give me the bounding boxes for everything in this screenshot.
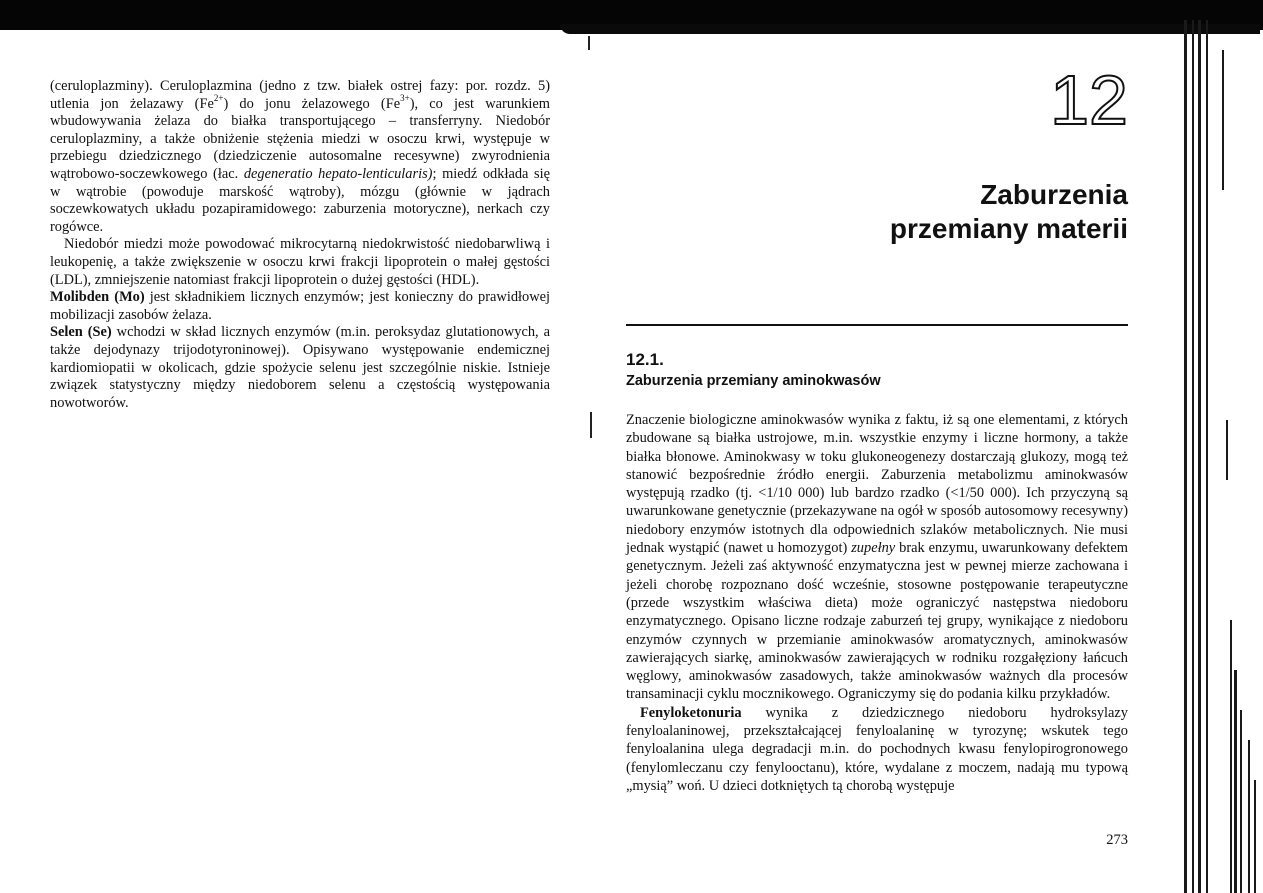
text-run: (ceruloplazminy). Ceruloplazmina (jedno z tzw. białek ostrej fazy: por. rozdz. 5) utlenia jon żelazawy (Fe — [50, 78, 550, 112]
section-title: Zaburzenia przemiany aminokwasów — [626, 373, 881, 389]
text-run: wynika z dziedzicznego niedoboru hydroksylazy fenyloalaninowej, przekształcającej fenyloalaninę w tyrozynę; wskutek tego fenyloalanina ulega degradacji m.in. do pochodnych kwasu fenylopirogronowego (fenylomleczanu czy fenylooctanu), które, wydalane z moczem, nadają mu typową „mysią” woń. U dzieci dotkniętych tą chorobą występuje — [626, 704, 1128, 794]
text-run: Znaczenie biologiczne aminokwasów wynika z faktu, iż są one elementami, z których zbudowane są białka ustrojowe, m.in. wszystkie enzymy i liczne hormony, a także białka błonowe. Aminokwasy w toku glukoneogenezy dostarczają glukozy, mogą też stanowić bezpośrednie źródło energii. Zaburzenia metabolizmu aminokwasów występują rzadko (tj. <1/10 000) lub bardzo rzadko (<1/50 000). Ich przyczyną są uwarunkowane genetycznie (przekazywane na ogół w sposób autosomowy recesywny) niedobory enzymów istotnych dla odpowiednich szlaków metabolicznych. Nie musi jednak wystąpić (nawet u homozygot) — [626, 412, 1128, 557]
paragraph-znaczenie — [626, 411, 1128, 704]
chapter-title-line: przemiany materii — [889, 213, 1128, 244]
text-run: brak enzymu, uwarunkowany defektem genetycznym. Jeżeli zaś aktywność enzymatyczna jest w pewnej mierze zachowana i jeżeli chorobę rozpoznano dość wcześnie, stosowne postępowanie terapeutyczne (przede wszystkim właściwa dieta) może ograniczyć następstwa niedoboru enzymatycznego. Opisano liczne rodzaje zaburzeń tej grupy, wynikające z niedoboru enzymów czynnych w przemianie aminokwasów aromatycznych, aminokwasów zawierających siarkę, aminokwasów zawierających w rodniku rozgałęziony łańcuch węglowy, aminokwasów zasadowych, także aminokwasów ważnych dla procesów transaminacji cyklu mocznikowego. Ograniczymy się do podania kilku przykładów. — [626, 540, 1128, 703]
bold-term: Selen (Se) — [50, 324, 112, 341]
text-run: ; miedź odkłada się w wątrobie (powoduje marskość wątroby), mózgu (głównie w jądrach soczewkowatych układu pozapiramidowego: zaburzenia motoryczne), nerkach czy rogówce. — [50, 165, 551, 235]
chapter-number: 12 — [1050, 61, 1128, 139]
italic-term: degeneratio hepato-lenticularis) — [243, 165, 433, 182]
superscript: 3+ — [400, 92, 410, 103]
text-run: wchodzi w skład licznych enzymów (m.in. peroksydaz glutationowych, a także dejodynazy trijodotyroninowej). Opisywano występowanie endemicznej kardiomiopatii w okolicach, gdzie spożycie selenu jest szczególnie niskie. Istnieje związek statystyczny między niedoborem selenu a częstością występowania nowotworów. — [50, 324, 550, 411]
text-run: jest składnikiem licznych enzymów; jest konieczny do prawidłowej mobilizacji zasobów żelaza. — [50, 289, 550, 323]
gutter-mark — [590, 412, 592, 438]
chapter-title-line: Zaburzenia — [980, 179, 1128, 210]
superscript: 2+ — [213, 92, 224, 103]
gutter-mark — [588, 36, 590, 50]
chapter-title — [800, 178, 1128, 246]
text-run: ) do jonu żelazowego (Fe — [223, 95, 401, 112]
paragraph-niedobor-miedzi: Niedobór miedzi może powodować mikrocytarną niedokrwistość niedobarwliwą i leukopenię, a także zwiększenie w osoczu krwi frakcji lipoprotein o małej gęstości (LDL), zmniejszenie natomiast frakcji lipoprotein o dużej gęstości (HDL). — [50, 236, 550, 288]
text-run: ), co jest warunkiem wbudowywania żelaza do białka transportującego – transferryny. Niedobór ceruloplazminy, a także obniżenie stężenia miedzi w osoczu krwi, występuje w przebiegu dziedzicznego (dziedziczenie autosomalne recesywne) zwyrodnienia wątrobowo-soczewkowego (łac. — [50, 95, 550, 182]
paragraph-ceruloplazmina — [50, 78, 550, 236]
left-page-text — [50, 78, 550, 412]
bold-term: Fenyloketonuria — [640, 704, 742, 721]
italic-term: zupełny — [851, 540, 896, 557]
paragraph-molibden — [50, 289, 550, 324]
bold-term: Molibden (Mo) — [50, 289, 145, 306]
paragraph-fenyloketonuria — [626, 704, 1128, 795]
section-number: 12.1. — [626, 350, 664, 369]
scan-right-page-edges — [1178, 20, 1263, 893]
page-number: 273 — [1106, 832, 1128, 848]
right-page-text — [626, 411, 1128, 795]
paragraph-selen — [50, 324, 550, 412]
scan-top-shadow-edge — [560, 24, 1260, 34]
section-divider — [626, 324, 1128, 326]
